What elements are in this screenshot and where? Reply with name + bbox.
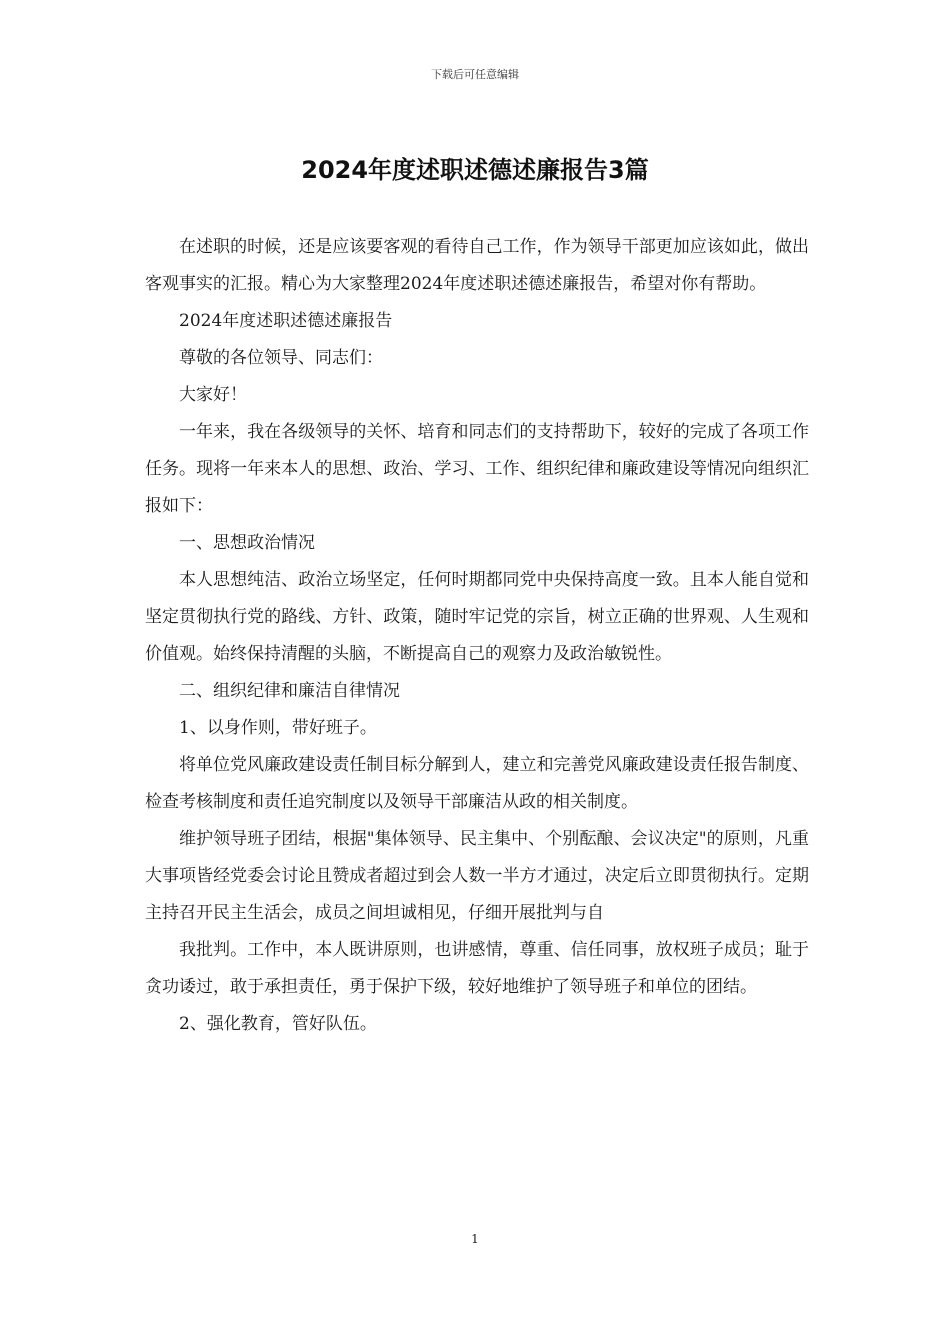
paragraph-intro: 在述职的时候，还是应该要客观的看待自己工作，作为领导干部更加应该如此，做出客观事实的汇报。精心为大家整理2024年度述职述德述廉报告，希望对你有帮助。 [145, 237, 809, 294]
document-title: 2024年度述职述德述廉报告3篇 [301, 156, 649, 184]
paragraph-2-1-c: 我批判。工作中，本人既讲原则，也讲感情，尊重、信任同事，放权班子成员；耻于贪功诿过，敢于承担责任，勇于保护下级，较好地维护了领导班子和单位的团结。 [145, 940, 809, 997]
paragraph-2-1-b: 维护领导班子团结，根据"集体领导、民主集中、个别酝酿、会议决定"的原则，凡重大事项皆经党委会讨论且赞成者超过到会人数一半方才通过，决定后立即贯彻执行。定期主持召开民主生活会，成员之间坦诚相见，仔细开展批判与自 [145, 829, 809, 923]
page-number: 1 [471, 1232, 479, 1246]
paragraph-overview: 一年来，我在各级领导的关怀、培育和同志们的支持帮助下，较好的完成了各项工作任务。现将一年来本人的思想、政治、学习、工作、组织纪律和廉政建设等情况向组织汇报如下： [145, 422, 809, 516]
paragraph-2-1-a: 将单位党风廉政建设责任制目标分解到人，建立和完善党风廉政建设责任报告制度、检查考核制度和责任追究制度以及领导干部廉洁从政的相关制度。 [145, 755, 809, 812]
header-note: 下载后可任意编辑 [431, 68, 519, 81]
section-heading-1: 一、思想政治情况 [179, 533, 315, 553]
document-body [145, 229, 809, 1043]
paragraph-greeting: 大家好！ [179, 385, 247, 405]
subheading-2-1: 1、以身作则，带好班子。 [179, 718, 377, 738]
subheading-2-2: 2、强化教育，管好队伍。 [179, 1014, 377, 1034]
paragraph-section-1: 本人思想纯洁、政治立场坚定，任何时期都同党中央保持高度一致。且本人能自觉和坚定贯彻执行党的路线、方针、政策，随时牢记党的宗旨，树立正确的世界观、人生观和价值观。始终保持清醒的头脑，不断提高自己的观察力及政治敏锐性。 [145, 570, 809, 664]
paragraph-salutation: 尊敬的各位领导、同志们： [179, 348, 383, 368]
section-heading-2: 二、组织纪律和廉洁自律情况 [179, 681, 400, 701]
paragraph-report-title: 2024年度述职述德述廉报告 [179, 311, 393, 331]
